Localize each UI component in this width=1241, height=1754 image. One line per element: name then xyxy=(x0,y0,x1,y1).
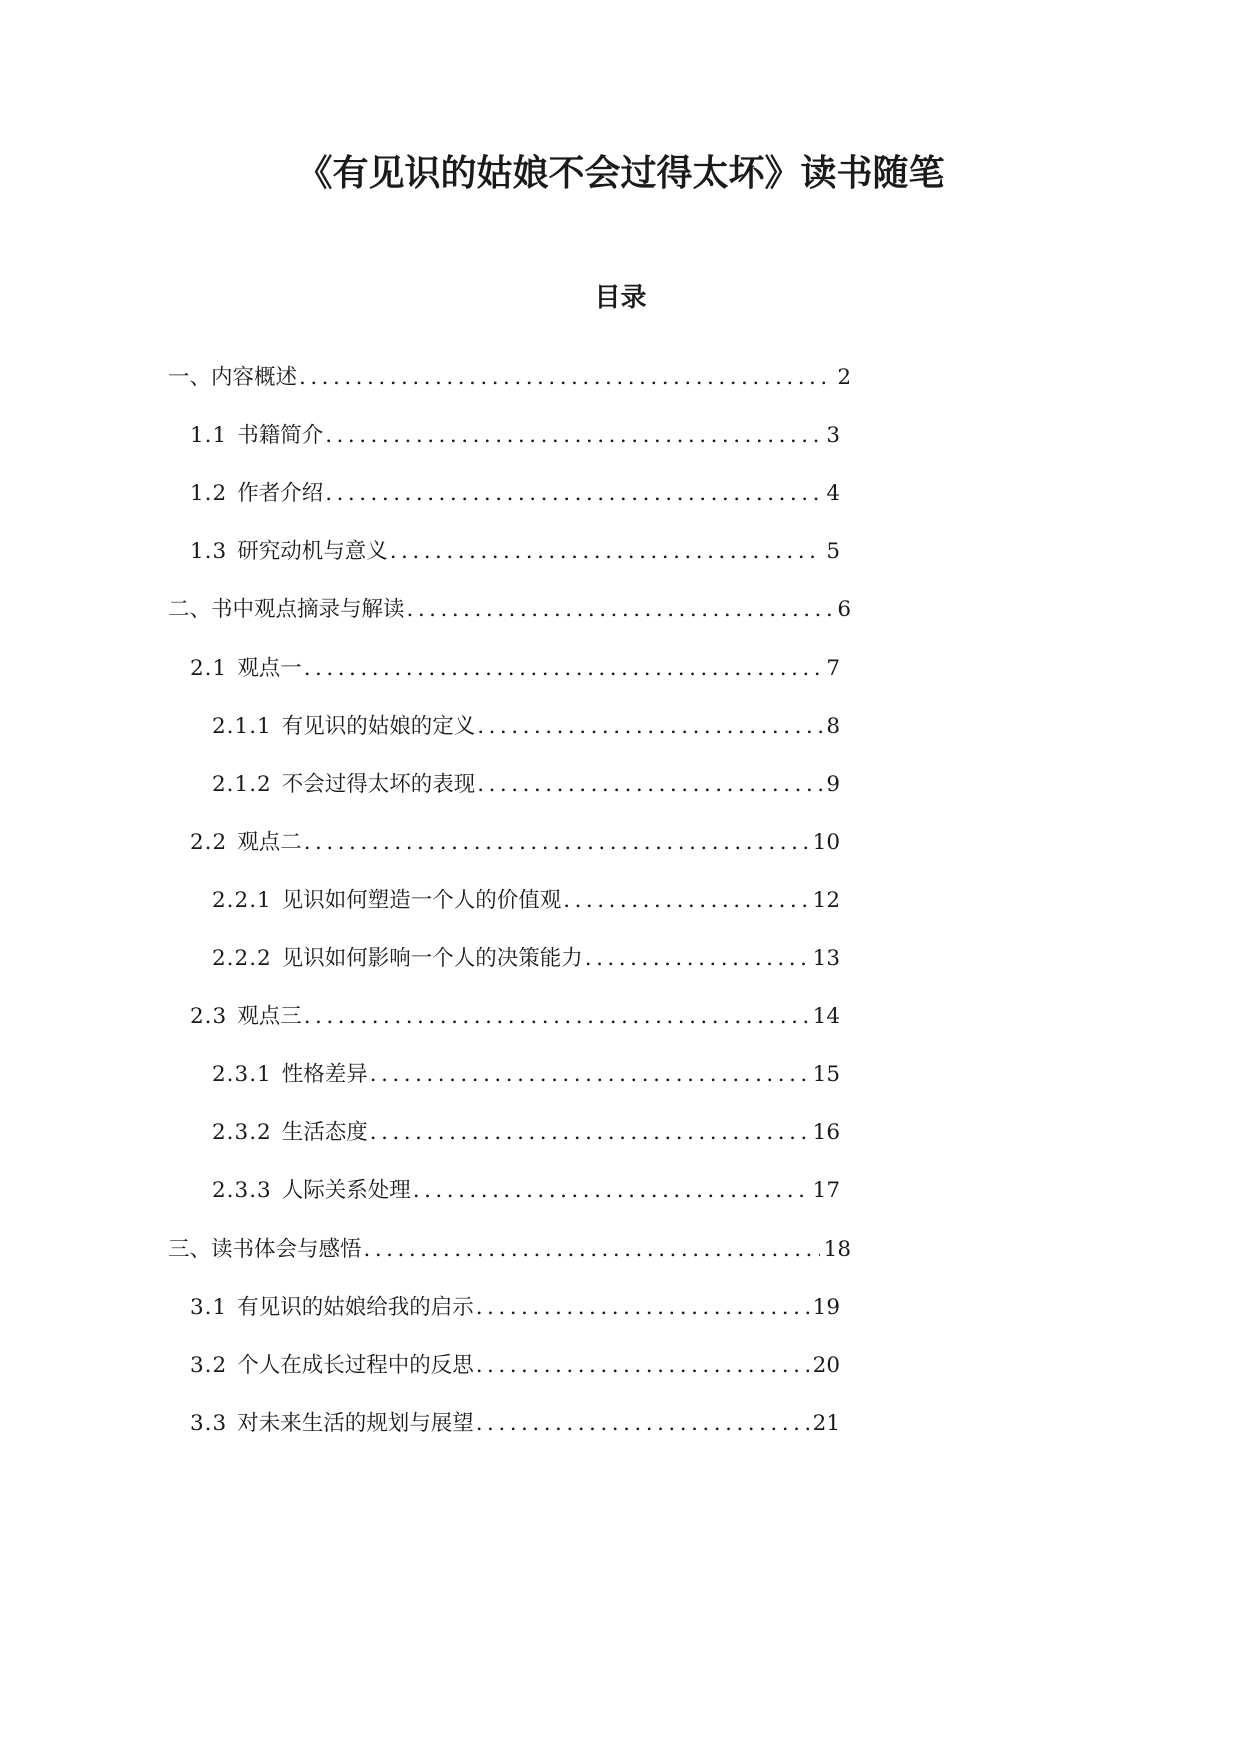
toc-leader-dots xyxy=(370,1116,809,1150)
toc-entry[interactable] xyxy=(212,1058,840,1092)
toc-entry-label: 有见识的姑娘给我的启示 xyxy=(237,1295,474,1320)
toc-entry-label: 对未来生活的规划与展望 xyxy=(237,1411,474,1436)
toc-leader-dots xyxy=(476,1291,809,1325)
toc-entry-number: 2.3.1 xyxy=(212,1062,272,1087)
toc-entry-label: 见识如何塑造一个人的价值观 xyxy=(281,888,562,913)
toc-heading: 目录 xyxy=(594,283,647,313)
toc-entry[interactable] xyxy=(190,1349,840,1383)
toc-entry[interactable] xyxy=(168,593,851,627)
toc-entry-label: 书籍简介 xyxy=(237,423,324,448)
toc-entry[interactable] xyxy=(212,710,840,744)
toc-entry-label: 观点二 xyxy=(237,830,302,855)
toc-entry-page: 10 xyxy=(812,830,840,855)
toc-entry-label: 观点一 xyxy=(237,656,302,681)
toc-entry-number: 1.2 xyxy=(190,481,228,506)
toc-entry-number: 3.3 xyxy=(190,1411,228,1436)
toc-entry-number: 2.1.1 xyxy=(212,714,272,739)
toc-entry-page: 6 xyxy=(837,597,851,622)
toc-entry-number: 2.3 xyxy=(190,1004,228,1029)
toc-entry-number: 2.3.3 xyxy=(212,1178,272,1203)
toc-leader-dots xyxy=(413,1174,809,1208)
toc-leader-dots xyxy=(325,419,822,453)
toc-entry[interactable] xyxy=(190,1407,840,1441)
toc-entry[interactable] xyxy=(190,477,840,511)
toc-entry-label: 人际关系处理 xyxy=(281,1178,411,1203)
toc-entry[interactable] xyxy=(190,419,840,453)
toc-entry-label: 有见识的姑娘的定义 xyxy=(281,714,476,739)
toc-leader-dots xyxy=(299,361,833,395)
toc-entry-page: 17 xyxy=(812,1178,840,1203)
toc-entry-page: 9 xyxy=(826,772,840,797)
toc-entry[interactable] xyxy=(190,535,840,569)
toc-entry-number: 3.1 xyxy=(190,1295,228,1320)
toc-entry-page: 13 xyxy=(812,946,840,971)
toc-entry-number: 2.2.1 xyxy=(212,888,272,913)
toc-entry-number: 1.3 xyxy=(190,539,228,564)
toc-entry-label: 研究动机与意义 xyxy=(237,539,388,564)
toc-leader-dots xyxy=(304,652,823,686)
toc-entry-label: 一、内容概述 xyxy=(168,365,298,390)
toc-leader-dots xyxy=(325,477,822,511)
toc-entry[interactable] xyxy=(190,1000,840,1034)
toc-leader-dots xyxy=(585,942,809,976)
toc-entry-page: 16 xyxy=(812,1120,840,1145)
toc-leader-dots xyxy=(477,710,822,744)
toc-entry-page: 21 xyxy=(812,1411,840,1436)
toc-leader-dots xyxy=(364,1233,820,1267)
toc-entry[interactable] xyxy=(190,826,840,860)
toc-entry[interactable] xyxy=(212,1116,840,1150)
toc-entry-page: 8 xyxy=(826,714,840,739)
toc-entry-number: 2.1 xyxy=(190,656,228,681)
toc-entry-label: 不会过得太坏的表现 xyxy=(281,772,476,797)
toc-entry-number: 3.2 xyxy=(190,1353,228,1378)
toc-entry-page: 3 xyxy=(826,423,840,448)
toc-entry-page: 2 xyxy=(837,365,851,390)
toc-leader-dots xyxy=(304,826,809,860)
toc-entry-number: 2.2.2 xyxy=(212,946,272,971)
toc-entry-page: 4 xyxy=(826,481,840,506)
toc-entry-label: 性格差异 xyxy=(281,1062,368,1087)
toc-entry-page: 15 xyxy=(812,1062,840,1087)
toc-entry-label: 个人在成长过程中的反思 xyxy=(237,1353,474,1378)
toc-entry[interactable] xyxy=(212,884,840,918)
toc-leader-dots xyxy=(476,1349,809,1383)
toc-entry-page: 18 xyxy=(823,1237,851,1262)
toc-leader-dots xyxy=(390,535,823,569)
toc-entry-number: 2.2 xyxy=(190,830,228,855)
toc-entry-page: 14 xyxy=(812,1004,840,1029)
toc-leader-dots xyxy=(477,768,822,802)
toc-leader-dots xyxy=(370,1058,809,1092)
toc-entry-label: 观点三 xyxy=(237,1004,302,1029)
toc-leader-dots xyxy=(563,884,808,918)
toc-entry[interactable] xyxy=(190,652,840,686)
toc-entry-page: 20 xyxy=(812,1353,840,1378)
toc-entry[interactable] xyxy=(168,361,851,395)
toc-entry[interactable] xyxy=(190,1291,840,1325)
toc-entry-number: 1.1 xyxy=(190,423,228,448)
toc-entry-label: 作者介绍 xyxy=(237,481,324,506)
toc-leader-dots xyxy=(407,593,834,627)
toc-entry-label: 见识如何影响一个人的决策能力 xyxy=(281,946,583,971)
toc-entry-label: 三、读书体会与感悟 xyxy=(168,1237,362,1262)
toc-entry[interactable] xyxy=(212,942,840,976)
toc-entry[interactable] xyxy=(212,768,840,802)
document-title: 《有见识的姑娘不会过得太坏》读书随笔 xyxy=(296,152,945,194)
toc-entry[interactable] xyxy=(212,1174,840,1208)
toc-entry-label: 生活态度 xyxy=(281,1120,368,1145)
toc-entry-page: 19 xyxy=(812,1295,840,1320)
toc-entry-number: 2.1.2 xyxy=(212,772,272,797)
toc-entry-page: 12 xyxy=(812,888,840,913)
toc-entry-page: 7 xyxy=(826,656,840,681)
toc-leader-dots xyxy=(476,1407,809,1441)
toc-entry-page: 5 xyxy=(826,539,840,564)
toc-entry[interactable] xyxy=(168,1233,851,1267)
toc-entry-number: 2.3.2 xyxy=(212,1120,272,1145)
toc-leader-dots xyxy=(304,1000,809,1034)
toc-entry-label: 二、书中观点摘录与解读 xyxy=(168,597,405,622)
